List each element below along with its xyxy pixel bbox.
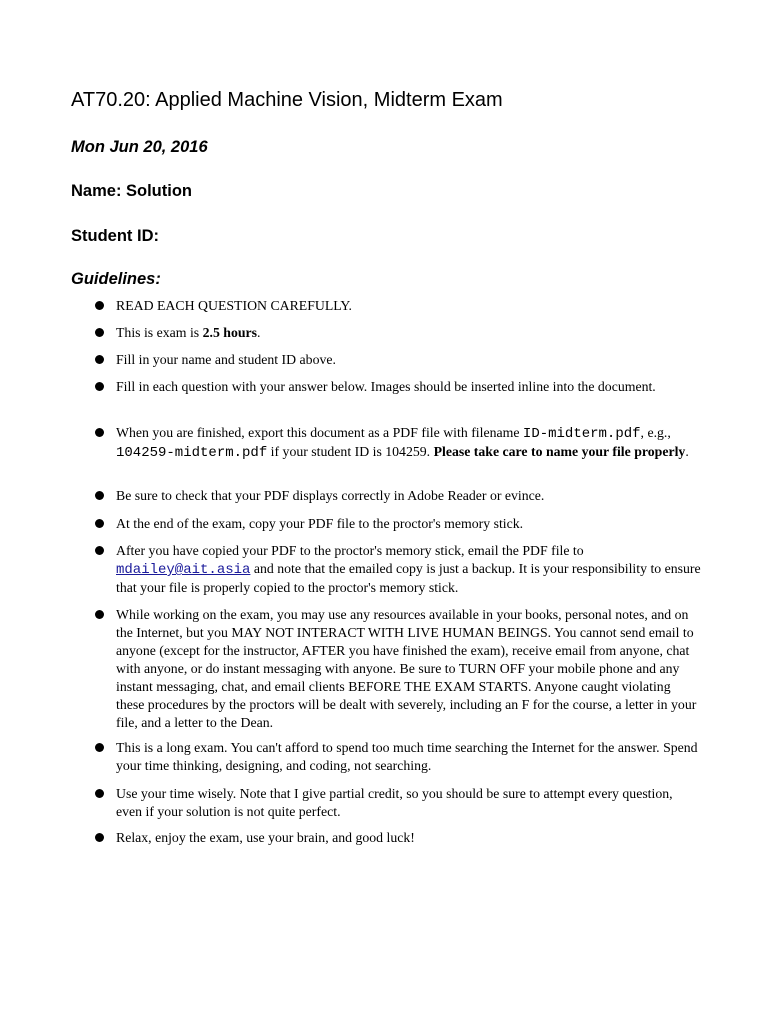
bullet-icon <box>95 789 104 798</box>
guideline-text: Fill in each question with your answer below. Images should be inserted inline into the document. <box>116 379 656 394</box>
bullet-icon <box>95 328 104 337</box>
guideline-text: . <box>685 444 689 459</box>
guideline-item <box>116 542 702 597</box>
guideline-item <box>116 739 702 775</box>
bullet-icon <box>95 355 104 364</box>
bullet-icon <box>95 491 104 500</box>
guideline-item <box>116 378 702 396</box>
bullet-icon <box>95 428 104 437</box>
guideline-item <box>116 785 702 821</box>
guideline-item <box>116 606 702 732</box>
bullet-icon <box>95 546 104 555</box>
document-title: AT70.20: Applied Machine Vision, Midterm Exam <box>71 89 503 111</box>
guideline-item <box>116 324 702 342</box>
guideline-text: Fill in your name and student ID above. <box>116 352 336 367</box>
guideline-item <box>116 829 702 847</box>
guideline-text: Use your time wisely. Note that I give partial credit, so you should be sure to attempt every question, even if your solution is not quite perfect. <box>116 786 673 819</box>
student-id-line: Student ID: <box>71 227 159 245</box>
guideline-text: Be sure to check that your PDF displays correctly in Adobe Reader or evince. <box>116 488 545 503</box>
guideline-text: if your student ID is 104259. <box>267 444 434 459</box>
exam-duration: 2.5 hours <box>202 325 258 340</box>
guideline-text: This is exam is <box>116 325 203 340</box>
guideline-text: Relax, enjoy the exam, use your brain, and good luck! <box>116 830 415 845</box>
name-line: Name: Solution <box>71 182 193 200</box>
guideline-item <box>116 351 702 369</box>
guideline-text: , e.g., <box>640 425 671 440</box>
guidelines-heading: Guidelines: <box>71 270 161 288</box>
bullet-icon <box>95 382 104 391</box>
guideline-text: . <box>257 325 261 340</box>
bullet-icon <box>95 301 104 310</box>
filename-example: 104259-midterm.pdf <box>116 445 268 461</box>
guideline-text: When you are finished, export this document as a PDF file with filename <box>116 425 523 440</box>
guideline-text: This is a long exam. You can't afford to spend too much time searching the Internet for the answer. Spend your time thinking, designing, and coding, not searching. <box>116 740 698 773</box>
guideline-text: After you have copied your PDF to the proctor's memory stick, email the PDF file to <box>116 543 584 558</box>
naming-warning: Please take care to name your file properly <box>433 444 686 459</box>
exam-date: Mon Jun 20, 2016 <box>71 138 208 156</box>
guideline-text: and note that the emailed copy is just a backup. It is your responsibility to ensure that your file is properly copied to the proctor's memory stick. <box>116 561 701 595</box>
bullet-icon <box>95 743 104 752</box>
filename-template: ID-midterm.pdf <box>522 426 641 442</box>
guideline-item <box>116 297 702 315</box>
guideline-item <box>116 487 702 505</box>
bullet-icon <box>95 610 104 619</box>
bullet-icon <box>95 519 104 528</box>
email-link[interactable]: mdailey@ait.asia <box>116 562 251 578</box>
guideline-item <box>116 515 702 533</box>
guideline-text: While working on the exam, you may use any resources available in your books, personal notes, and on the Internet, but you MAY NOT INTERACT WITH LIVE HUMAN BEINGS. You cannot send email to anyone (except for the instructor, AFTER you have finished the exam), receive email from anyone, chat with anyone, or do instant messaging with anyone. Be sure to TURN OFF your mobile phone and any instant messaging, chat, and email clients BEFORE THE EXAM STARTS. Anyone caught violating these procedures by the proctors will be dealt with severely, including an F for the course, a letter in your file, and a letter to the Dean. <box>116 607 697 730</box>
guideline-text: At the end of the exam, copy your PDF file to the proctor's memory stick. <box>116 516 524 531</box>
guideline-item <box>116 424 702 462</box>
bullet-icon <box>95 833 104 842</box>
guideline-text: READ EACH QUESTION CAREFULLY. <box>116 298 352 313</box>
